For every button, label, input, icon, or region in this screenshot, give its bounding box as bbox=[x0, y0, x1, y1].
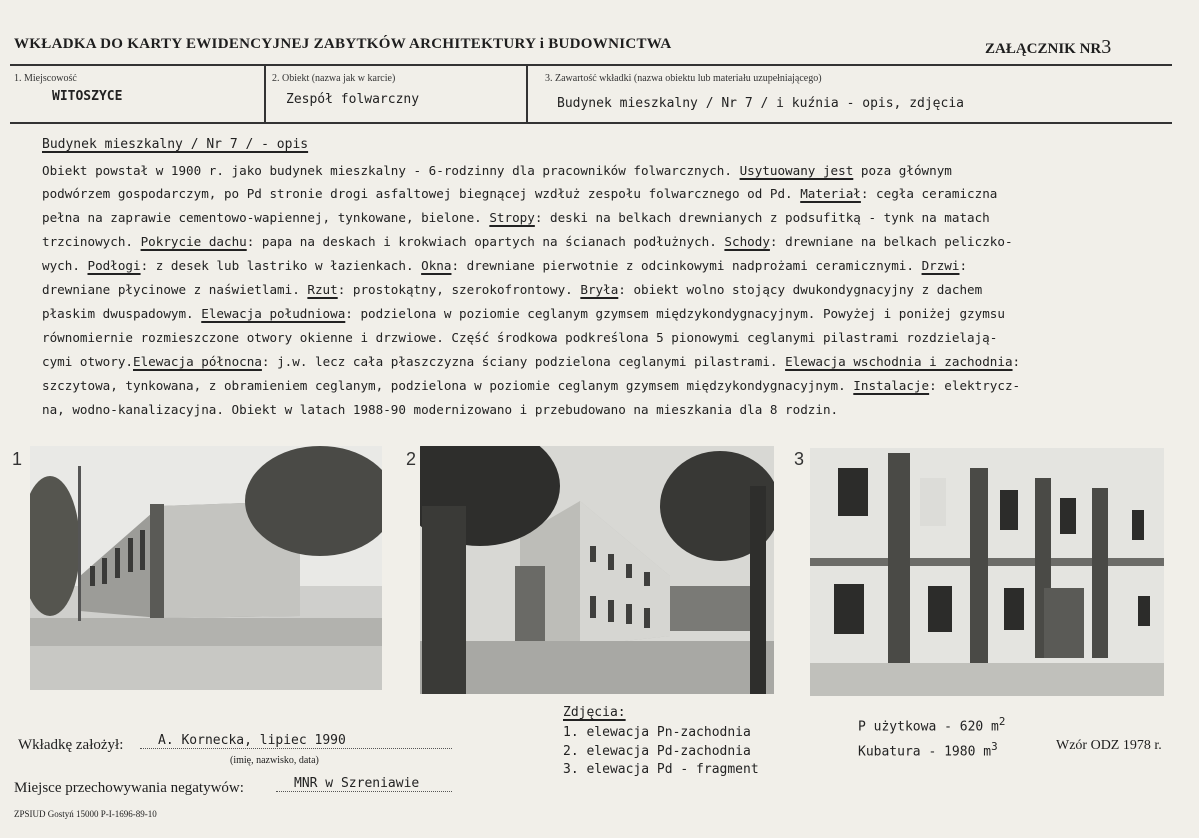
photos-heading: Zdjęcia: bbox=[563, 705, 626, 720]
description-keyword: Drzwi bbox=[921, 258, 960, 273]
description-text: pełna na zaprawie cementowo-wapiennej, tynkowane, bielone. bbox=[42, 210, 490, 225]
description-text: : drewniane na belkach peliczko- bbox=[769, 234, 1013, 249]
content-value: Budynek mieszkalny / Nr 7 / i kuźnia - opis, zdjęcia bbox=[557, 96, 964, 111]
description-text: cymi otwory. bbox=[42, 354, 133, 369]
fields-rule bbox=[10, 122, 1172, 124]
annex-number: 3 bbox=[1101, 36, 1112, 58]
description-line bbox=[42, 258, 967, 273]
photo-list-item: 2. elewacja Pd-zachodnia bbox=[563, 744, 751, 759]
content-label: 3. Zawartość wkładki (nazwa obiektu lub materiału uzupełniającego) bbox=[545, 73, 822, 84]
description-text: : prostokątny, szerokofrontowy. bbox=[337, 282, 581, 297]
description-line bbox=[42, 330, 997, 345]
founder-value: A. Kornecka, lipiec 1990 bbox=[158, 733, 346, 748]
description-keyword: Instalacje bbox=[853, 378, 930, 393]
header-rule bbox=[10, 64, 1172, 66]
description-text: : bbox=[959, 258, 968, 273]
description-keyword: Okna bbox=[421, 258, 452, 273]
description-line bbox=[42, 354, 1020, 369]
object-value: Zespół folwarczny bbox=[286, 92, 420, 107]
description-text: poza głównym bbox=[853, 163, 952, 178]
print-info: ZPSIUD Gostyń 15000 P-I-1696-89-10 bbox=[14, 809, 157, 819]
description-line bbox=[42, 306, 1005, 321]
description-keyword: Elewacja północna bbox=[133, 354, 262, 369]
description-keyword: Materiał bbox=[800, 186, 861, 201]
description-line bbox=[42, 163, 952, 178]
description-text: równomiernie rozmieszczone otwory okienne i drzwiowe. Część środkowa podkreślona 5 pionowymi ceglanymi pilastrami rozdzielają- bbox=[42, 330, 998, 345]
description-line bbox=[42, 378, 1020, 393]
photo-south-west-elevation bbox=[420, 446, 774, 694]
description-heading: Budynek mieszkalny / Nr 7 / - opis bbox=[42, 137, 309, 152]
description-keyword: Rzut bbox=[307, 282, 338, 297]
locality-label: 1. Miejscowość bbox=[14, 73, 77, 84]
description-text: trzcinowych. bbox=[42, 234, 141, 249]
description-keyword: Bryła bbox=[580, 282, 619, 297]
description-text: : obiekt wolno stojący dwukondygnacyjny z dachem bbox=[618, 282, 983, 297]
photo-north-west-elevation bbox=[30, 446, 382, 690]
description-text: : papa na deskach i krokwiach opartych na ścianach podłużnych. bbox=[246, 234, 725, 249]
photo-list-item: 1. elewacja Pn-zachodnia bbox=[563, 725, 751, 740]
object-label: 2. Obiekt (nazwa jak w karcie) bbox=[272, 73, 396, 84]
photo-south-elevation-fragment bbox=[810, 448, 1164, 696]
negatives-value: MNR w Szreniawie bbox=[294, 776, 420, 791]
founder-value-line bbox=[140, 733, 452, 749]
description-text: : drewniane pierwotnie z odcinkowymi nadprożami ceramicznymi. bbox=[451, 258, 922, 273]
description-line bbox=[42, 234, 1013, 249]
field-divider bbox=[264, 66, 266, 122]
description-text: : cegła ceramiczna bbox=[860, 186, 998, 201]
description-text: : bbox=[1012, 354, 1021, 369]
photo-number-1: 1 bbox=[12, 449, 23, 469]
field-divider bbox=[526, 66, 528, 122]
form-template-ref: Wzór ODZ 1978 r. bbox=[1056, 738, 1162, 753]
locality-value: WITOSZYCE bbox=[52, 89, 123, 104]
description-line bbox=[42, 402, 838, 417]
description-keyword: Elewacja południowa bbox=[201, 306, 346, 321]
description-text: na, wodno-kanalizacyjna. Obiekt w latach 1988-90 modernizowano i przebudowano na mieszkania dla 8 rodzin. bbox=[42, 402, 839, 417]
description-keyword: Stropy bbox=[489, 210, 535, 225]
negatives-value-line bbox=[276, 776, 452, 792]
description-line bbox=[42, 186, 997, 201]
description-text: : elektrycz- bbox=[929, 378, 1021, 393]
founder-label: Wkładkę założył: bbox=[18, 737, 124, 753]
negatives-label: Miejsce przechowywania negatywów: bbox=[14, 780, 244, 796]
photo-number-3: 3 bbox=[794, 449, 805, 469]
annex-label: ZAŁĄCZNIK NR3 bbox=[985, 36, 1112, 58]
description-text: : z desek lub lastriko w łazienkach. bbox=[140, 258, 422, 273]
description-keyword: Schody bbox=[724, 234, 770, 249]
description-text: drewniane płycinowe z naświetlami. bbox=[42, 282, 308, 297]
description-text: Obiekt powstał w 1900 r. jako budynek mieszkalny - 6-rodzinny dla pracowników folwarcznych. bbox=[42, 163, 740, 178]
description-keyword: Usytuowany jest bbox=[739, 163, 854, 178]
cubature: Kubatura - 1980 $m^3$ bbox=[858, 740, 998, 760]
description-keyword: Elewacja wschodnia i zachodnia bbox=[785, 354, 1013, 369]
form-title: WKŁADKA DO KARTY EWIDENCYJNEJ ZABYTKÓW ARCHITEKTURY i BUDOWNICTWA bbox=[14, 36, 672, 52]
description-text: wych. bbox=[42, 258, 88, 273]
usable-area: P użytkowa - 620 $m^2$ bbox=[858, 715, 1006, 735]
founder-hint: (imię, nazwisko, data) bbox=[230, 755, 319, 766]
description-line bbox=[42, 210, 990, 225]
description-text: : podzielona w poziomie ceglanym gzymsem międzykondygnacyjnym. Powyżej i poniżej gzymsu bbox=[345, 306, 1005, 321]
photo-number-2: 2 bbox=[406, 449, 417, 469]
photo-list-item: 3. elewacja Pd - fragment bbox=[563, 762, 759, 777]
description-text: podwórzem gospodarczym, po Pd stronie drogi asfaltowej biegnącej wzdłuż zespołu folwarcznego od Pd. bbox=[42, 186, 801, 201]
description-text: : j.w. lecz cała płaszczyzna ściany podzielona ceglanymi pilastrami. bbox=[261, 354, 786, 369]
description-keyword: Pokrycie dachu bbox=[140, 234, 247, 249]
description-text: : deski na belkach drewnianych z podsufitką - tynk na matach bbox=[534, 210, 990, 225]
description-line bbox=[42, 282, 982, 297]
description-text: szczytowa, tynkowana, z obramieniem ceglanym, podzielona w poziomie ceglanym gzymsem międzykondygnacyjnym. bbox=[42, 378, 854, 393]
description-text: płaskim dwuspadowym. bbox=[42, 306, 202, 321]
description-keyword: Podłogi bbox=[87, 258, 141, 273]
